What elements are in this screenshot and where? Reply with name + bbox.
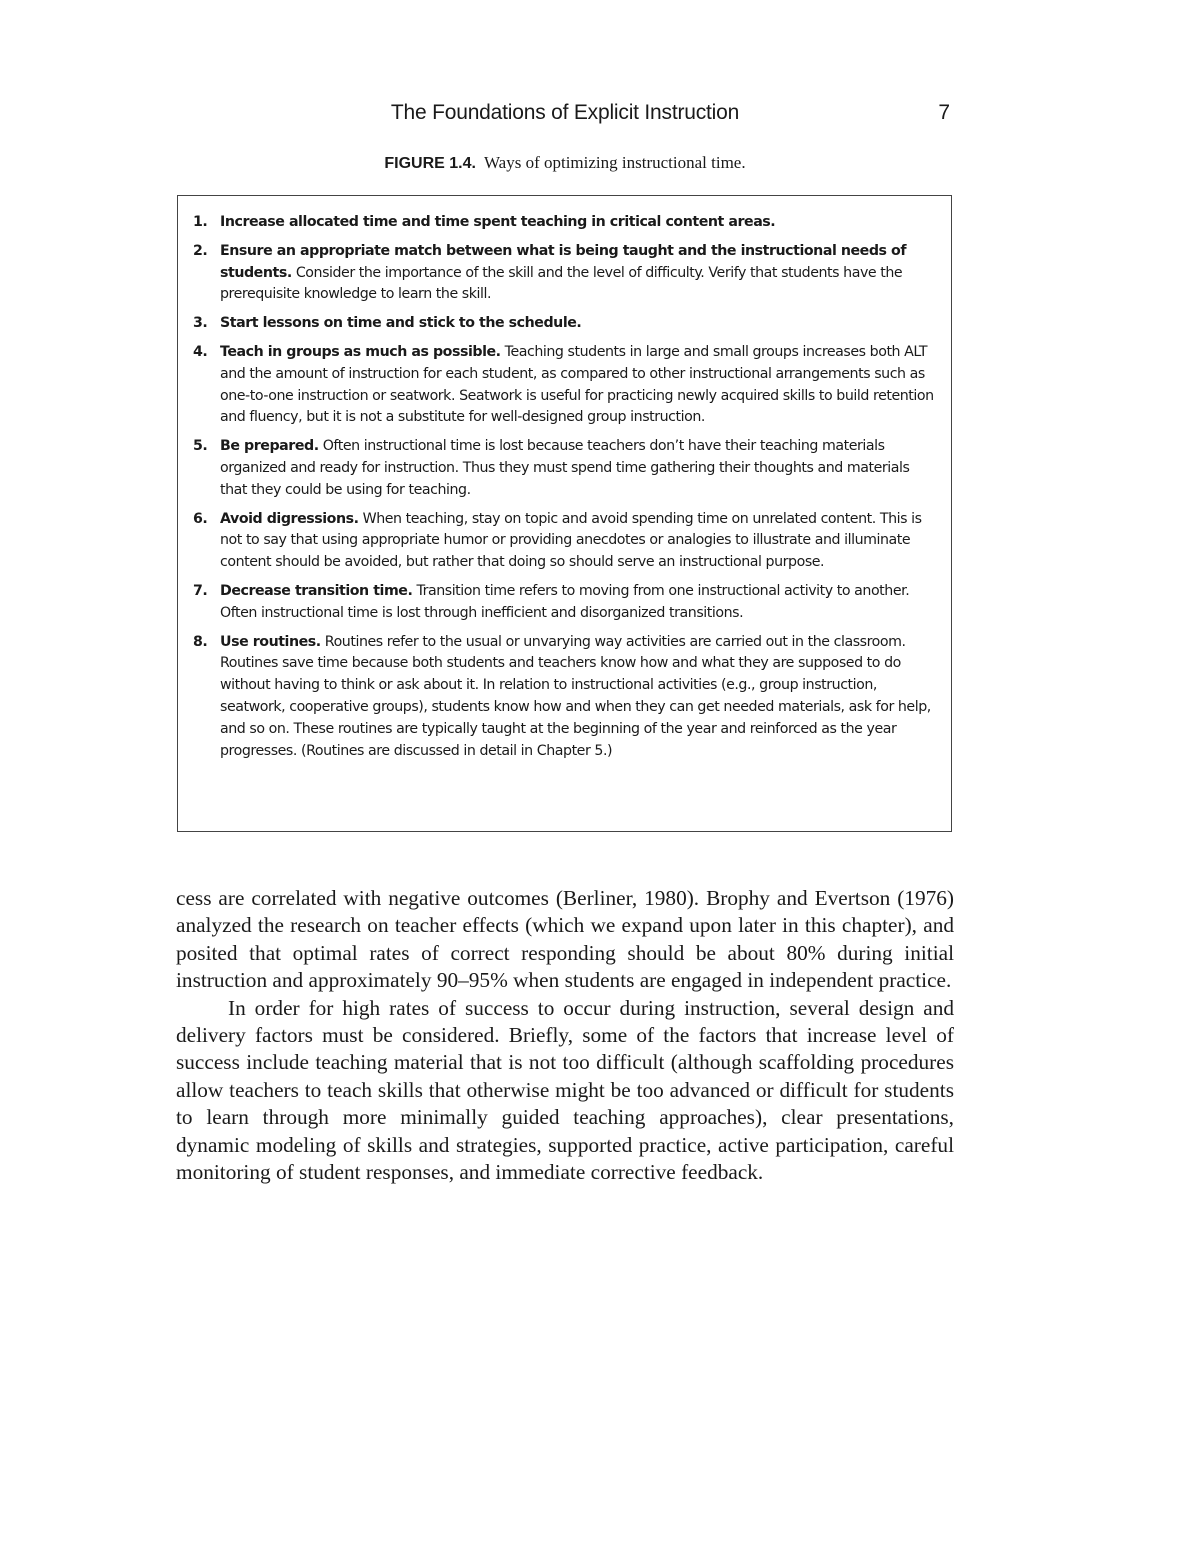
- figure-item-lead: Increase allocated time and time spent teaching in critical content areas.: [220, 214, 776, 230]
- figure-item: [178, 313, 937, 335]
- running-head-title: The Foundations of Explicit Instruction: [390, 101, 740, 124]
- figure-item-text: Transition time refers to moving from one instructional activity to another. Often instructional time is lost through inefficient and disorganized transitions.: [220, 582, 910, 621]
- figure-box: [177, 195, 952, 832]
- figure-item-number: 3.: [193, 315, 208, 332]
- figure-item-number: 2.: [193, 242, 208, 259]
- figure-item-lead: Decrease transition time.: [220, 582, 413, 599]
- figure-item: [178, 436, 937, 501]
- page-number: 7: [938, 101, 950, 124]
- figure-item-number: 5.: [193, 438, 208, 455]
- figure-item-lead: Ensure an appropriate match between what is being taught and the instructional needs of students.: [220, 242, 907, 281]
- figure-list: [178, 196, 951, 762]
- body-paragraph: cess are correlated with negative outcomes (Berliner, 1980). Brophy and Evertson (1976) analyzed the research on teacher effects (which we expand upon later in this chapter), and posited that optimal rates of correct responding should be about 80% during initial instruction and approximately 90–95% when students are engaged in independent practice.: [176, 886, 954, 993]
- figure-item: [178, 241, 937, 306]
- figure-label: FIGURE 1.4.: [384, 155, 476, 172]
- figure-item: [178, 342, 937, 429]
- figure-item-text: Consider the importance of the skill and the level of difficulty. Verify that students have the prerequisite knowledge to learn the skill.: [220, 264, 903, 303]
- figure-item-text: Often instructional time is lost because teachers don’t have their teaching materials organized and ready for instruction. Thus they must spend time gathering their thoughts and materials that they could be using for teaching.: [220, 438, 910, 498]
- figure-item-number: 7.: [193, 582, 208, 599]
- figure-item-lead: Be prepared.: [220, 438, 319, 455]
- figure-item-number: 6.: [193, 510, 208, 527]
- body-paragraph: In order for high rates of success to occur during instruction, several design and delivery factors must be considered. Briefly, some of the factors that increase level of success include teaching material that is not too difficult (although scaffolding procedures allow teachers to teach skills that otherwise might be too advanced or difficult for students to learn through more minimally guided teaching approaches), clear presentations, dynamic modeling of skills and strategies, supported practice, active participation, careful monitoring of student responses, and immediate corrective feedback.: [176, 995, 954, 1185]
- figure-item-text: Routines refer to the usual or unvarying way activities are carried out in the classroom. Routines save time because both students and teachers know how and what they are supposed to do without having to think or ask about it. In relation to instructional activities (e.g., group instruction, seatwork, cooperative groups), students know how and when they can get needed materials, ask for help, and so on. These routines are typically taught at the beginning of the year and reinforced as the year progresses. (Routines are discussed in detail in Chapter 5.): [220, 633, 931, 759]
- figure-item-number: 8.: [193, 633, 208, 650]
- figure-item-text: When teaching, stay on topic and avoid spending time on unrelated content. This is not to say that using appropriate humor or providing anecdotes or analogies to illustrate and illuminate content should be avoided, but rather that doing so should serve an instructional purpose.: [220, 510, 922, 571]
- figure-item: [178, 581, 937, 625]
- running-head: [176, 101, 954, 131]
- figure-item-lead: Use routines.: [220, 633, 321, 650]
- figure-caption: [176, 153, 954, 173]
- figure-item-lead: Start lessons on time and stick to the schedule.: [220, 315, 582, 332]
- body-text: [176, 885, 954, 1186]
- figure-item-number: 4.: [193, 343, 208, 360]
- figure-item-lead: Teach in groups as much as possible.: [220, 343, 501, 360]
- figure-item: [178, 509, 937, 574]
- figure-item: [178, 632, 937, 763]
- figure-item-text: Teaching students in large and small groups increases both ALT and the amount of instruction for each student, as compared to other instructional arrangements such as one-to-one instruction or seatwork. Seatwork is useful for practicing newly acquired skills to build retention and fluency, but it is not a substitute for well-designed group instruction.: [220, 343, 934, 426]
- figure-item-number: 1.: [193, 214, 208, 230]
- figure-item: [178, 212, 937, 234]
- figure-caption-text: Ways of optimizing instructional time.: [483, 153, 746, 172]
- figure-item-lead: Avoid digressions.: [220, 510, 359, 527]
